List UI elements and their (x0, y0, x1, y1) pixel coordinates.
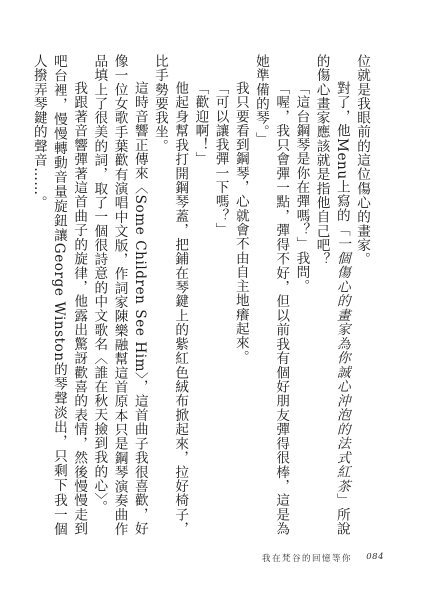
paragraph-4: 「喔，我只會彈一點，彈得不好，但以前我有個好朋友彈得很棒，這是為她準備的琴。」 (252, 54, 290, 536)
paragraph-8: 他起身幫我打開鋼琴蓋，把鋪在琴鍵上的紫紅色絨布掀起來，拉好椅子，比手勢要我坐。 (151, 54, 189, 536)
page-number: 084 (366, 552, 384, 562)
body-text (30, 54, 372, 537)
paragraph-9: 這時音響正傳來〈Some Children See Him〉，這首曲子我很喜歡，好像一位女歌手葉歡有演唱中文版，作詞家陳樂融幫這首原本只是鋼琴演奏曲作品填上了很美的詞，取了一個很詩意的中文歌名〈誰在秋天撿到我的心〉。 (91, 54, 148, 536)
menu-quote: 一個傷心的畫家為你誠心沖泡的法式紅茶 (333, 236, 350, 494)
paragraph-3: 「這台鋼琴是你在彈嗎？」我問。 (293, 81, 310, 294)
running-title: 我在梵谷的回憶等你 (261, 554, 352, 564)
paragraph-6: 「可以讓我彈一下嗎？」 (212, 81, 229, 237)
paragraph-1: 位就是我眼前的這位傷心的畫家。 (354, 54, 370, 267)
page-footer (0, 552, 424, 568)
paragraph-10: 我跟著音響彈著這首曲子的旋律，他露出驚訝歡喜的表情，然後慢慢走到吧台裡，慢慢轉動音量旋鈕讓George Winston的琴聲淡出，只剩下我一個人撥弄琴鍵的聲音……。 (30, 54, 88, 536)
paragraph-5: 我只要看到鋼琴，心就會不由自主地癢起來。 (232, 81, 249, 365)
paragraph-7: 「歡迎啊！」 (192, 81, 209, 167)
paragraph-2: 對了，他Menu上寫的「一個傷心的畫家為你誠心沖泡的法式紅茶」所說的傷心畫家應該就是指他自己吧？ (313, 54, 350, 537)
